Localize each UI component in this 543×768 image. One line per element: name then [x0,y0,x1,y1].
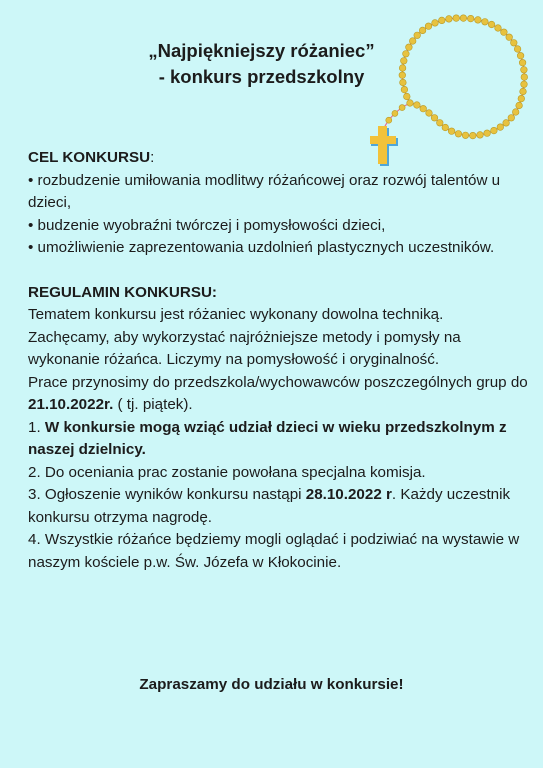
rules-intro: Tematem konkursu jest różaniec wykonany dowolna techniką. Zachęcamy, aby wykorzystać najróżniejsze metody i pomysły na wykonanie różańca. Liczymy na pomysłowość i oryginalność. [28,306,461,368]
goal-item: • budzenie wyobraźni twórczej i pomysłowości dzieci, [28,216,386,234]
point-3-prize: . Każdy uczestnik konkursu otrzyma nagrodę. [28,486,511,526]
rosary-bead [482,19,489,26]
rosary-bead [470,132,477,139]
point-1-number: 1. [28,418,45,436]
rosary-bead [399,105,405,111]
rules-point-4: 4. Wszystkie różańce będziemy mogli oglądać i podziwiać na wystawie w naszym kościele p.w. Św. Józefa w Kłokocinie. [28,531,520,571]
rosary-bead [460,15,467,22]
rosary-bead [425,23,432,30]
rules-point-3 [28,484,528,529]
rules-point-1 [28,417,528,462]
title-line-2: - konkurs przedszkolny [158,66,365,87]
goal-item: • umożliwienie zaprezentowania uzdolnień plastycznych uczestników. [28,239,495,256]
rules-point-2: 2. Do oceniania prac zostanie powołana specjalna komisja. [28,463,426,481]
rules-delivery [28,372,528,417]
rosary-bead [419,27,426,34]
rosary-bead [448,128,455,135]
point-1-text: W konkursie mogą wziąć udział dzieci w wieku przedszkolnym z naszej dzielnicy. [28,418,507,458]
rosary-bead [508,115,515,122]
rosary-bead [392,110,398,116]
rosary-bead [518,95,525,102]
rosary-bead [407,100,414,107]
rosary-bead [446,16,453,23]
main-content [28,147,528,574]
rosary-bead [495,25,502,32]
invitation-footer: Zapraszamy do udziału w konkursie! [139,676,404,693]
rosary-bead [420,105,427,112]
rosary-bead [453,15,460,22]
goal-heading: CEL KONKURSU [28,149,151,166]
rosary-bead [516,102,523,109]
rosary-bead [484,130,491,137]
rosary-bead [467,15,474,22]
rosary-bead [437,120,444,127]
rosary-bead [414,102,421,109]
rosary-bead [497,124,504,131]
goal-item: • rozbudzenie umiłowania modlitwy różańcowej oraz rozwój talentów u dzieci, [28,171,501,211]
rosary-bead [386,117,392,123]
rules-heading: REGULAMIN KONKURSU: [28,283,217,301]
delivery-text: Prace przynosimy do przedszkola/wychowawców poszczególnych grup do [28,373,528,391]
rosary-bead [442,124,449,131]
page-title [0,38,543,90]
title-line-1: „Najpiękniejszy różaniec” [148,40,375,61]
rosary-bead [431,115,438,122]
rosary-bead [512,109,519,116]
rosary-bead [475,17,482,24]
rosary-bead [432,20,439,27]
delivery-date: 21.10.2022r. [28,396,114,413]
rosary-bead [439,17,446,24]
goal-heading-colon: : [150,149,155,166]
rosary-bead [477,132,484,139]
rosary-bead [462,132,469,139]
results-date: 28.10.2022 r [305,486,392,503]
rosary-bead [426,110,433,117]
delivery-weekday: ( tj. piątek). [113,396,193,413]
rosary-bead [501,29,508,36]
rosary-bead [404,93,411,100]
point-3-text: 3. Ogłoszenie wyników konkursu nastąpi [28,486,306,503]
rosary-bead [455,131,462,138]
goal-section-heading [28,147,528,170]
rosary-bead [491,127,498,134]
rosary-bead [488,21,495,28]
rosary-bead [503,120,510,127]
